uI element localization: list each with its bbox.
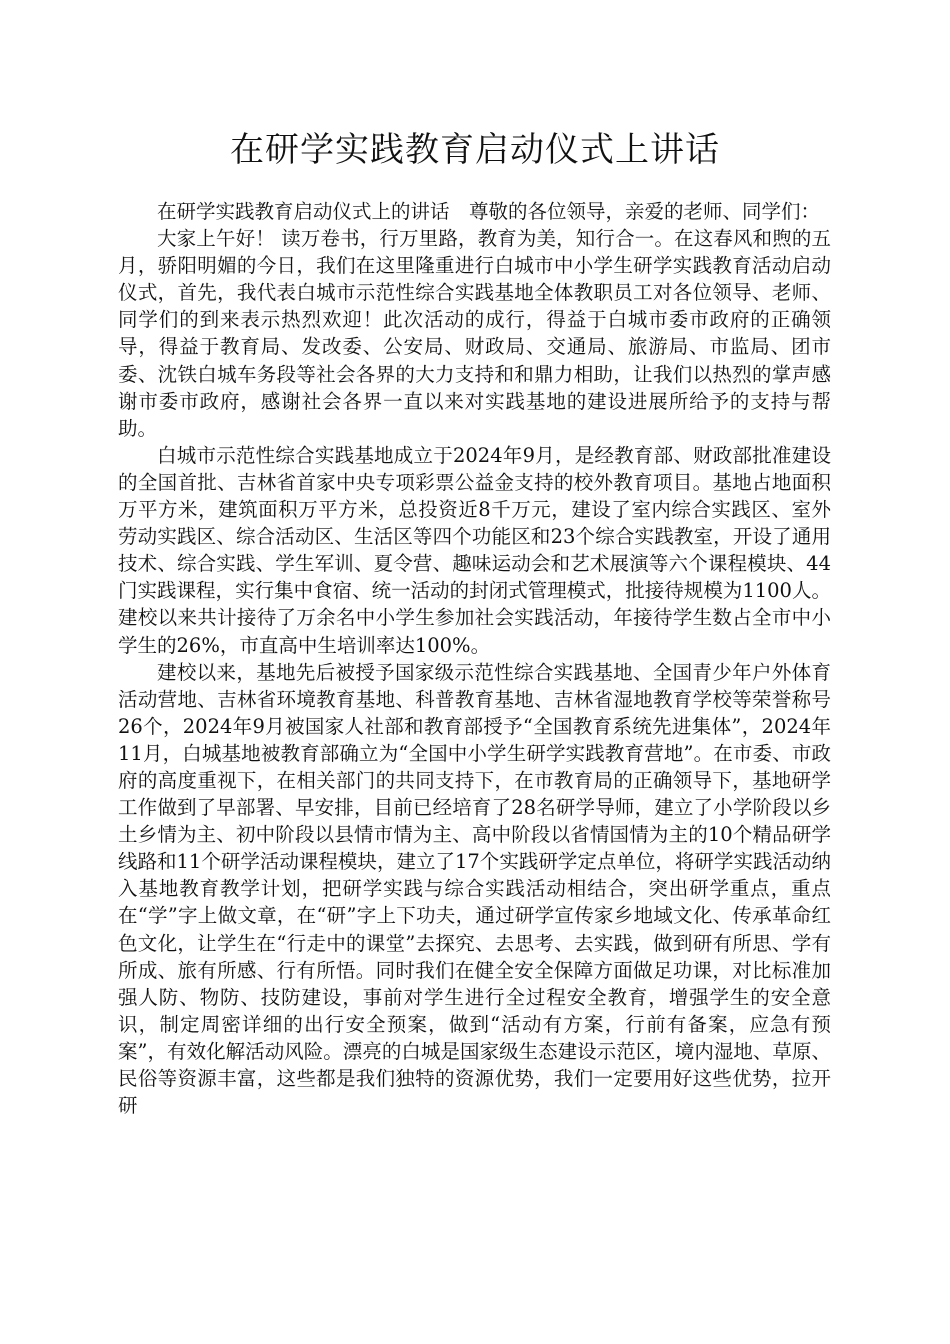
paragraph-achievements: 建校以来，基地先后被授予国家级示范性综合实践基地、全国青少年户外体育活动营地、吉林省环境教育基地、科普教育基地、吉林省湿地教育学校等荣誉称号26个，2024年9月被国家人社部和教育部授予“全国教育系统先进集体”，2024年11月，白城基地被教育部确立为“全国中小学生研学实践教育营地”。在市委、市政府的高度重视下，在相关部门的共同支持下，在市教育局的正确领导下，基地研学工作做到了早部署、早安排，目前已经培育了28名研学导师，建立了小学阶段以乡土乡情为主、初中阶段以县情市情为主、高中阶段以省情国情为主的10个精品研学线路和11个研学活动课程模块，建立了17个实践研学定点单位，将研学实践活动纳入基地教育教学计划，把研学实践与综合实践活动相结合，突出研学重点，重点在“学”字上做文章，在“研”字上下功夫，通过研学宣传家乡地域文化、传承革命红色文化，让学生在“行走中的课堂”去探究、去思考、去实践，做到研有所思、学有所成、旅有所感、行有所悟。同时我们在健全安全保障方面做足功课，对比标准加强人防、物防、技防建设，事前对学生进行全过程安全教育，增强学生的安全意识，制定周密详细的出行安全预案，做到“活动有方案，行前有备案，应急有预案”，有效化解活动风险。漂亮的白城是国家级生态建设示范区，境内湿地、草原、民俗等资源丰富，这些都是我们独特的资源优势，我们一定要用好这些优势，拉开研 (118, 660, 831, 1118)
paragraph-opening: 大家上午好！ 读万卷书，行万里路，教育为美，知行合一。在这春风和煦的五月，骄阳明媚的今日，我们在这里隆重进行白城市中小学生研学实践教育活动启动仪式，首先，我代表白城市示范性综合实践基地全体教职员工对各位领导、老师、同学们的到来表示热烈欢迎！此次活动的成行，得益于白城市委市政府的正确领导，得益于教育局、发改委、公安局、财政局、交通局、旅游局、市监局、团市委、沈铁白城车务段等社会各界的大力支持和和鼎力相助，让我们以热烈的掌声感谢市委市政府，感谢社会各界一直以来对实践基地的建设进展所给予的支持与帮助。 (118, 227, 831, 440)
document-title: 在研学实践教育启动仪式上讲话 (230, 130, 720, 170)
paragraph-greeting: 在研学实践教育启动仪式上的讲话 尊敬的各位领导，亲爱的老师、同学们： (157, 200, 821, 223)
document-body (118, 198, 831, 1119)
paragraph-base-introduction: 白城市示范性综合实践基地成立于2024年9月，是经教育部、财政部批准建设的全国首批、吉林省首家中央专项彩票公益金支持的校外教育项目。基地占地面积万平方米，建筑面积万平方米，总投资近8千万元，建设了室内综合实践区、室外劳动实践区、综合活动区、生活区等四个功能区和23个综合实践教室，开设了通用技术、综合实践、学生军训、夏令营、趣味运动会和艺术展演等六个课程模块、44门实践课程，实行集中食宿、统一活动的封闭式管理模式，批接待规模为1100人。建校以来共计接待了万余名中小学生参加社会实践活动，年接待学生数占全市中小学生的26%，市直高中生培训率达100%。 (118, 443, 831, 657)
